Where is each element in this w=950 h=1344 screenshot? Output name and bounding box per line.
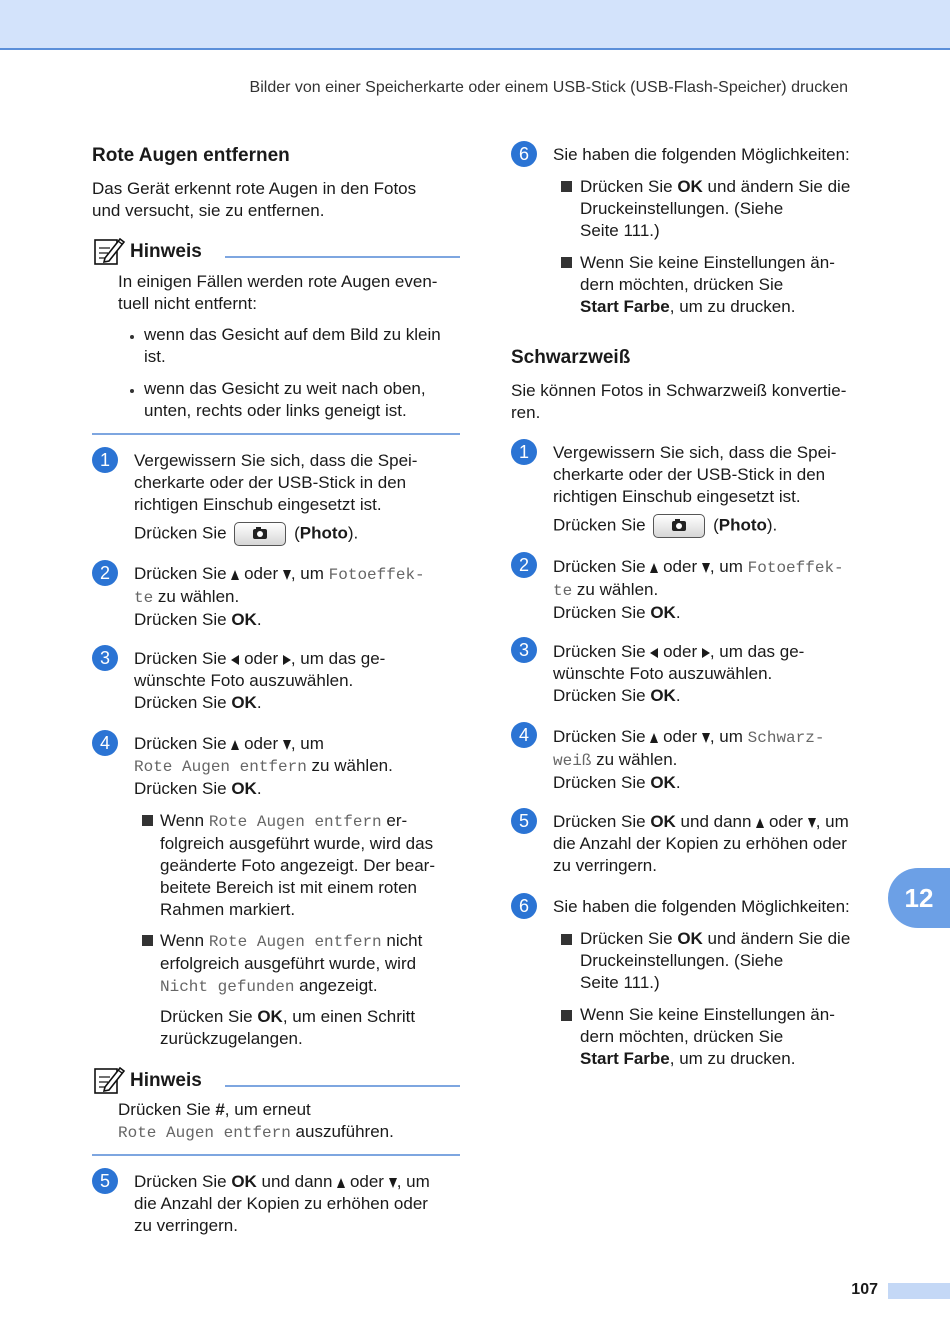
note-end-rule bbox=[92, 1154, 460, 1156]
section-heading-red-eye: Rote Augen entfernen bbox=[92, 145, 290, 166]
square-bullet bbox=[561, 181, 572, 192]
step-6-text: Sie haben die folgenden Möglichkeiten: bbox=[553, 145, 850, 164]
step-4-result-success: Wenn Rote Augen entfern er- folgreich ausgeführt wurde, wird das geänderte Foto angezeigt. Der bear- beitete Bereich ist mit einem roten Rahmen markiert. bbox=[160, 811, 436, 919]
page-number-band bbox=[888, 1283, 950, 1299]
photo-button-icon bbox=[653, 514, 705, 538]
step-3-text: Drücken Sie oder , um das ge- wünschte Foto auszuwählen. Drücken Sie OK. bbox=[134, 649, 386, 712]
step-number-5: 5 bbox=[511, 808, 537, 834]
step-number-4: 4 bbox=[511, 722, 537, 748]
left-arrow-icon bbox=[650, 648, 658, 658]
bullet-dot bbox=[130, 335, 134, 339]
square-bullet bbox=[561, 934, 572, 945]
option-start-print: Wenn Sie keine Einstellungen än- dern möchten, drücken Sie Start Farbe, um zu drucken. bbox=[580, 1005, 835, 1068]
step-4-result-failure: Wenn Rote Augen entfern nicht erfolgreich ausgeführt wurde, wird Nicht gefunden angezeigt. bbox=[160, 931, 423, 996]
note-rule bbox=[225, 256, 460, 258]
square-bullet bbox=[142, 935, 153, 946]
step-4-text: Drücken Sie oder , um Rote Augen entfern zu wählen. Drücken Sie OK. bbox=[134, 734, 393, 798]
up-arrow-icon bbox=[650, 733, 658, 743]
right-arrow-icon bbox=[283, 655, 291, 665]
bw-step-2-text: Drücken Sie oder , um Fotoeffek- te zu wählen. Drücken Sie OK. bbox=[553, 557, 844, 622]
running-header: Bilder von einer Speicherkarte oder einem USB-Stick (USB-Flash-Speicher) drucken bbox=[249, 79, 848, 96]
step-5-text: Drücken Sie OK und dann oder , um die Anzahl der Kopien zu erhöhen oder zu verringern. bbox=[134, 1172, 430, 1235]
step-1-text: Vergewissern Sie sich, dass die Spei- cherkarte oder der USB-Stick in den richtigen Einschub eingesetzt ist. Drücken Sie (Photo). bbox=[134, 450, 460, 546]
down-arrow-icon bbox=[808, 818, 816, 828]
down-arrow-icon bbox=[702, 563, 710, 573]
step-4-back: Drücken Sie OK, um einen Schritt zurückzugelangen. bbox=[160, 1007, 416, 1048]
step-number-4: 4 bbox=[92, 730, 118, 756]
pencil-note-icon bbox=[94, 236, 126, 266]
option-change-settings: Drücken Sie OK und ändern Sie die Druckeinstellungen. (Siehe Seite 111.) bbox=[580, 929, 851, 992]
step-number-1: 1 bbox=[511, 439, 537, 465]
left-arrow-icon bbox=[231, 655, 239, 665]
step-number-6: 6 bbox=[511, 141, 537, 167]
note-header bbox=[94, 236, 460, 266]
pencil-note-icon bbox=[94, 1065, 126, 1095]
step-number-2: 2 bbox=[511, 552, 537, 578]
up-arrow-icon bbox=[650, 563, 658, 573]
step-number-3: 3 bbox=[511, 637, 537, 663]
step-2-text: Drücken Sie oder , um Fotoeffek- te zu wählen. Drücken Sie OK. bbox=[134, 564, 425, 629]
step-number-6: 6 bbox=[511, 893, 537, 919]
right-arrow-icon bbox=[702, 648, 710, 658]
bw-step-3-text: Drücken Sie oder , um das ge- wünschte Foto auszuwählen. Drücken Sie OK. bbox=[553, 642, 805, 705]
note-end-rule bbox=[92, 433, 460, 435]
step-number-5: 5 bbox=[92, 1168, 118, 1194]
note-title: Hinweis bbox=[130, 241, 202, 262]
intro-paragraph: Sie können Fotos in Schwarzweiß konvertie- ren. bbox=[511, 381, 847, 422]
step-number-2: 2 bbox=[92, 560, 118, 586]
note-header bbox=[94, 1065, 460, 1095]
note-body: Drücken Sie #, um erneut Rote Augen entfern auszuführen. bbox=[118, 1100, 394, 1142]
page-number: 107 bbox=[851, 1281, 878, 1298]
square-bullet bbox=[142, 815, 153, 826]
section-heading-bw: Schwarzweiß bbox=[511, 347, 631, 368]
note-bullet: wenn das Gesicht zu weit nach oben, unten, rechts oder links geneigt ist. bbox=[144, 379, 426, 420]
bullet-dot bbox=[130, 389, 134, 393]
bw-step-1-text: Vergewissern Sie sich, dass die Spei- cherkarte oder der USB-Stick in den richtigen Einschub eingesetzt ist. Drücken Sie (Photo). bbox=[553, 442, 879, 538]
bw-step-4-text: Drücken Sie oder , um Schwarz- weiß zu wählen. Drücken Sie OK. bbox=[553, 727, 825, 792]
option-change-settings: Drücken Sie OK und ändern Sie die Druckeinstellungen. (Siehe Seite 111.) bbox=[580, 177, 851, 240]
up-arrow-icon bbox=[231, 740, 239, 750]
down-arrow-icon bbox=[389, 1178, 397, 1188]
option-start-print: Wenn Sie keine Einstellungen än- dern möchten, drücken Sie Start Farbe, um zu drucken. bbox=[580, 253, 835, 316]
step-number-3: 3 bbox=[92, 645, 118, 671]
photo-button-icon bbox=[234, 522, 286, 546]
note-body: In einigen Fällen werden rote Augen even- tuell nicht entfernt: bbox=[118, 272, 438, 313]
up-arrow-icon bbox=[337, 1178, 345, 1188]
chapter-tab: 12 bbox=[888, 868, 950, 928]
down-arrow-icon bbox=[283, 570, 291, 580]
bw-step-6-text: Sie haben die folgenden Möglichkeiten: bbox=[553, 897, 850, 916]
note-title: Hinweis bbox=[130, 1070, 202, 1091]
bw-step-5-text: Drücken Sie OK und dann oder , um die Anzahl der Kopien zu erhöhen oder zu verringern. bbox=[553, 812, 849, 875]
note-rule bbox=[225, 1085, 460, 1087]
up-arrow-icon bbox=[231, 570, 239, 580]
up-arrow-icon bbox=[756, 818, 764, 828]
down-arrow-icon bbox=[702, 733, 710, 743]
note-bullet: wenn das Gesicht auf dem Bild zu klein ist. bbox=[144, 325, 441, 366]
square-bullet bbox=[561, 257, 572, 268]
top-color-band bbox=[0, 0, 950, 50]
square-bullet bbox=[561, 1010, 572, 1021]
intro-paragraph: Das Gerät erkennt rote Augen in den Fotos und versucht, sie zu entfernen. bbox=[92, 179, 417, 220]
step-number-1: 1 bbox=[92, 447, 118, 473]
down-arrow-icon bbox=[283, 740, 291, 750]
